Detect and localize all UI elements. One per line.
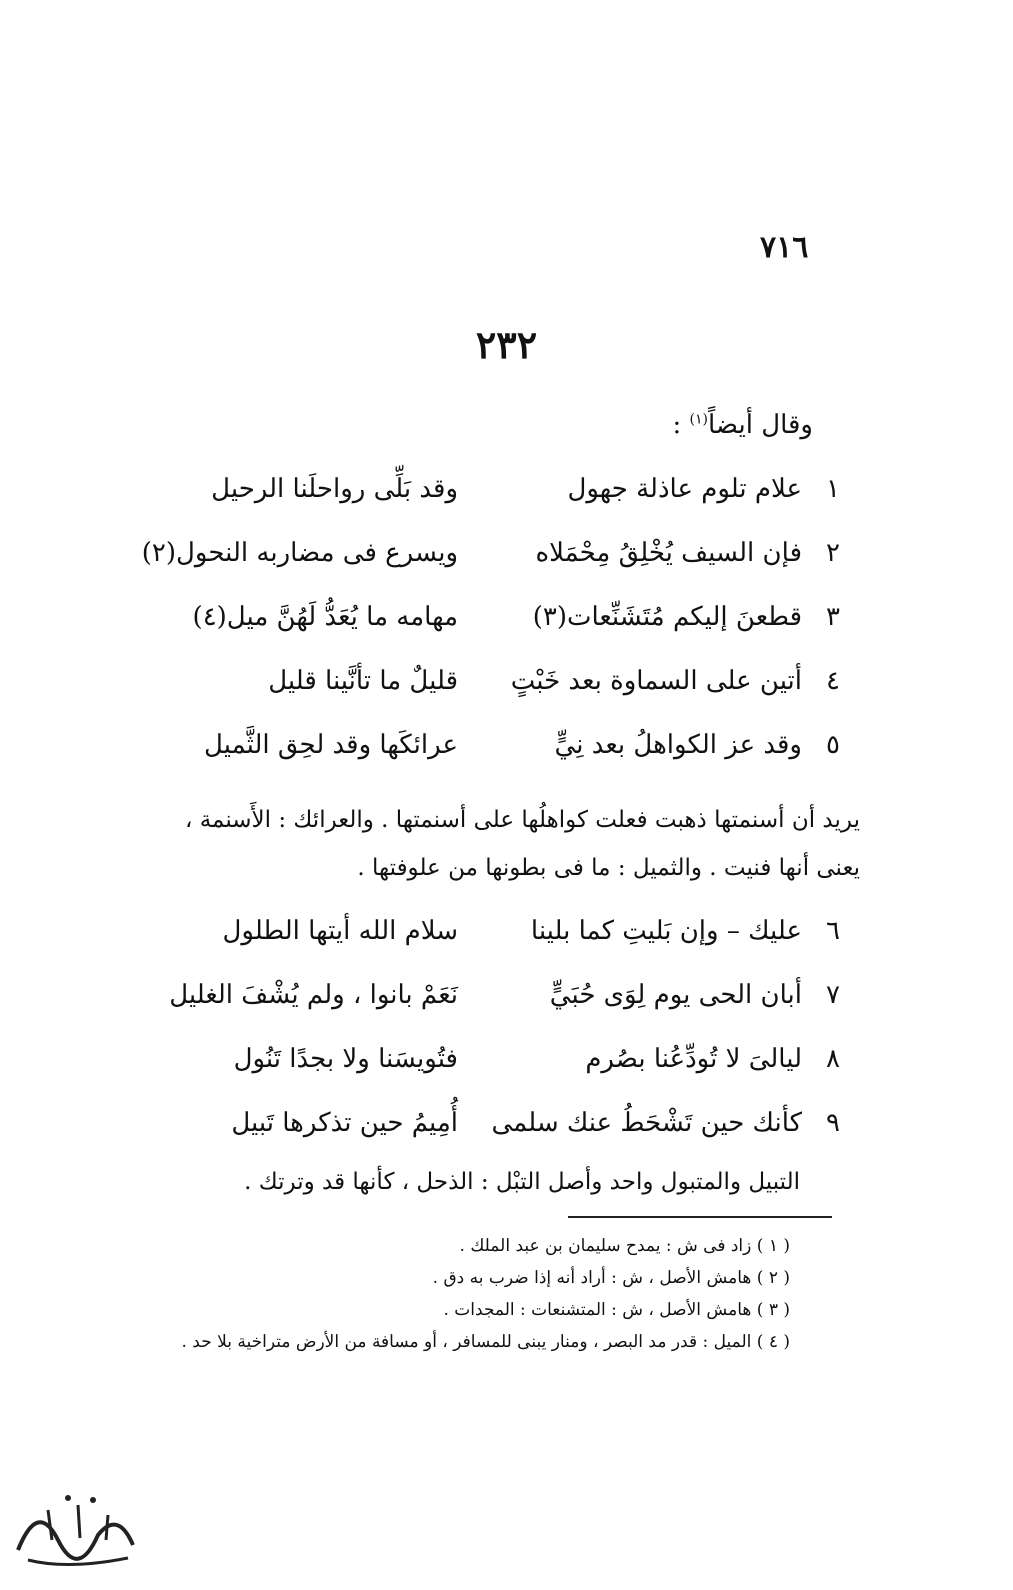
verse-hemistich-1: أتين على السماوة بعد خَبْتٍ: [510, 666, 802, 696]
verse-number: ٥: [826, 730, 840, 760]
verse: [168, 1100, 848, 1148]
verse-number: ٧: [826, 980, 840, 1010]
verse-hemistich-2: ويسرع فى مضاربه النحول(٢): [141, 538, 458, 568]
poem-number: ٢٣٢: [475, 322, 538, 367]
intro-text: وقال أيضاً: [708, 410, 813, 440]
intro-footnote-ref: (١): [689, 411, 708, 428]
verse: [168, 466, 848, 514]
verse-hemistich-1: ليالىَ لا تُودِّعُنا بصُرم: [585, 1044, 802, 1074]
verse-hemistich-1: علام تلوم عاذلة جهول: [567, 474, 802, 504]
verse-number: ٢: [826, 538, 840, 568]
footnote-separator: [568, 1216, 832, 1218]
verse-number: ٨: [826, 1044, 840, 1074]
intro-colon: :: [672, 410, 682, 440]
verse: [168, 722, 848, 770]
poem-intro: [673, 410, 814, 440]
verse-hemistich-1: فإن السيف يُخْلِقُ مِحْمَلاه: [535, 538, 802, 568]
verse-hemistich-2: مهامه ما يُعَدُّ لَهُنَّ ميل(٤): [192, 602, 458, 632]
verse-hemistich-1: عليك – وإن بَليتِ كما بلينا: [530, 916, 802, 946]
verse-number: ٤: [826, 666, 840, 696]
verse-number: ١: [826, 474, 840, 504]
verse-hemistich-2: أُمِيمُ حين تذكرها تَبيل: [231, 1108, 458, 1138]
verse: [168, 908, 848, 956]
footnote: ( ١ ) زاد فى ش : يمدح سليمان بن عبد الملك .: [459, 1236, 790, 1256]
verse-hemistich-2: وقد بَلِّى رواحلَنا الرحيل: [211, 474, 458, 504]
verse-number: ٩: [826, 1108, 840, 1138]
verse-hemistich-2: سلام الله أيتها الطلول: [222, 916, 458, 946]
verse-number: ٦: [826, 916, 840, 946]
commentary: يريد أن أسنمتها ذهبت فعلت كواهلُها على أسنمتها . والعرائك : الأَسنمة ، يعنى أنها فنيت . والثميل : ما فى بطونها من علوفتها .: [184, 807, 860, 881]
verse: [168, 1036, 848, 1084]
verse-number: ٣: [826, 602, 840, 632]
verse-hemistich-2: فتُويسَنا ولا بجدًا تَنُول: [233, 1044, 458, 1074]
verse-hemistich-1: قطعنَ إليكم مُتَشَنِّعات(٣): [532, 602, 802, 632]
footnote: ( ٣ ) هامش الأصل ، ش : المتشنعات : المجدات .: [443, 1300, 790, 1320]
page-number: ٧١٦: [760, 230, 809, 265]
verse: [141, 530, 848, 578]
publisher-logo: [8, 1480, 143, 1580]
footnote: ( ٢ ) هامش الأصل ، ش : أراد أنه إذا ضرب به دق .: [432, 1268, 790, 1288]
commentary: التبيل والمتبول واحد وأصل التبْل : الذحل ، كأنها قد وترتك .: [244, 1169, 800, 1195]
verse-hemistich-2: قليلٌ ما تأنَّينا قليل: [268, 666, 458, 696]
verse-hemistich-1: كأنك حين تَشْحَطُ عنك سلمى: [491, 1108, 802, 1138]
verse: [168, 658, 848, 706]
footnote: ( ٤ ) الميل : قدر مد البصر ، ومنار يبنى للمسافر ، أو مسافة من الأرض متراخية بلا حد .: [181, 1332, 790, 1352]
verse-hemistich-2: عرائكَها وقد لحِق الثَّميل: [204, 730, 458, 760]
verse-hemistich-1: وقد عز الكواهلُ بعد نِيٍّ: [554, 730, 802, 760]
verse: [168, 972, 848, 1020]
verse-hemistich-2: نَعَمْ بانوا ، ولم يُشْفَ الغليل: [169, 980, 458, 1010]
verse-hemistich-1: أبان الحى يوم لِوَى حُبَيٍّ: [549, 980, 802, 1010]
verse: [168, 594, 848, 642]
